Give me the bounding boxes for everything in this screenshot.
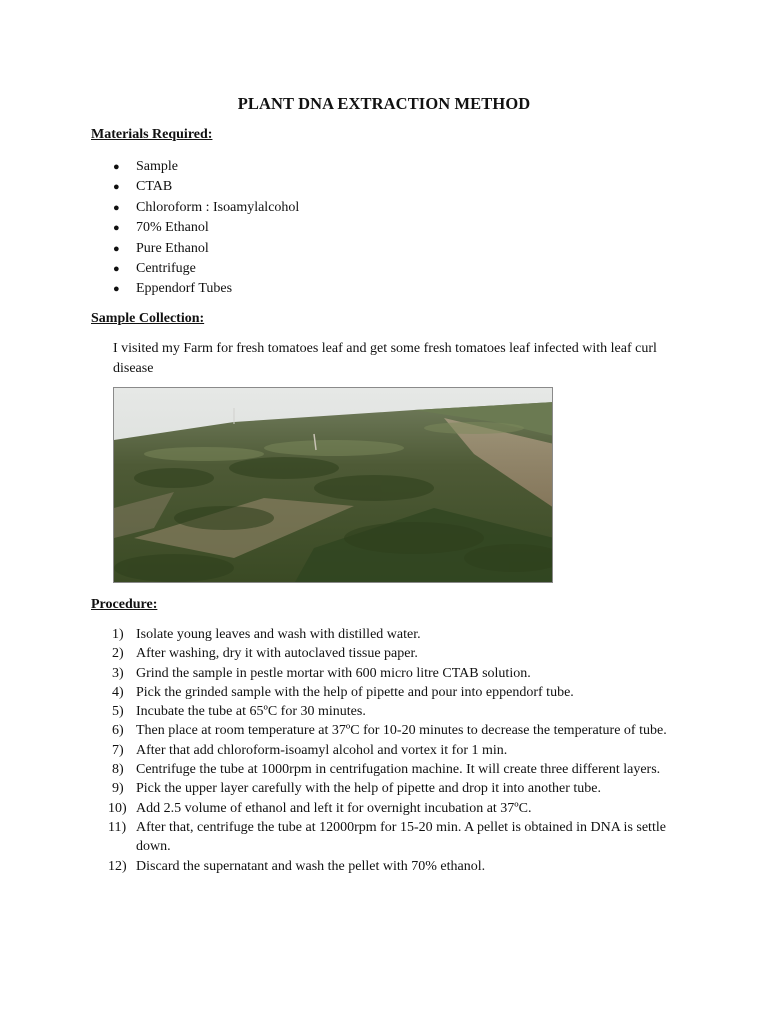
material-item: Eppendorf Tubes xyxy=(136,281,233,297)
step-text: Grind the sample in pestle mortar with 600 micro litre CTAB solution. xyxy=(136,665,531,681)
field-photo-image xyxy=(113,387,553,583)
step-text: Centrifuge the tube at 1000rpm in centrifugation machine. It will create three different layers. xyxy=(136,762,661,778)
step-text: Incubate the tube at 65ºC for 30 minutes. xyxy=(136,704,366,720)
list-item xyxy=(108,760,688,779)
step-number: 7) xyxy=(112,742,124,758)
list-item xyxy=(108,157,299,177)
bullet-icon: ● xyxy=(113,283,120,296)
step-number: 11) xyxy=(108,819,127,835)
step-number: 1) xyxy=(112,627,124,642)
step-number: 9) xyxy=(112,781,124,797)
material-item: CTAB xyxy=(136,179,173,195)
list-item xyxy=(108,702,688,721)
list-item xyxy=(108,198,299,218)
material-item: Pure Ethanol xyxy=(136,240,209,256)
step-text: Isolate young leaves and wash with distilled water. xyxy=(136,627,421,642)
material-item: Centrifuge xyxy=(136,260,196,276)
step-text: Discard the supernatant and wash the pellet with 70% ethanol. xyxy=(136,858,486,874)
step-number: 12) xyxy=(108,858,127,874)
step-text: After that, centrifuge the tube at 12000rpm for 15-20 min. A pellet is obtained in DNA is settle down. xyxy=(136,819,666,855)
list-item xyxy=(108,239,299,259)
page-title: PLANT DNA EXTRACTION METHOD xyxy=(237,94,531,113)
material-item: 70% Ethanol xyxy=(136,220,209,236)
step-text: Pick the grinded sample with the help of pipette and pour into eppendorf tube. xyxy=(136,684,574,700)
list-item xyxy=(108,279,299,299)
list-item xyxy=(108,683,688,702)
list-item xyxy=(108,857,688,876)
list-item xyxy=(108,218,299,238)
list-item xyxy=(108,779,688,798)
step-number: 4) xyxy=(112,684,124,700)
sample-collection-heading: Sample Collection: xyxy=(91,311,205,326)
list-item xyxy=(108,625,688,644)
materials-heading: Materials Required: xyxy=(91,127,213,142)
step-number: 6) xyxy=(112,723,124,739)
step-number: 10) xyxy=(108,800,127,816)
procedure-heading: Procedure: xyxy=(91,597,158,612)
sample-collection-text: I visited my Farm for fresh tomatoes leaf and get some fresh tomatoes leaf infected with leaf curl disease xyxy=(113,341,657,376)
list-item xyxy=(108,664,688,683)
list-item xyxy=(108,741,688,760)
list-item xyxy=(108,644,688,663)
list-item xyxy=(108,177,299,197)
procedure-list xyxy=(108,625,688,876)
materials-list xyxy=(108,157,299,300)
list-item xyxy=(108,799,688,818)
step-number: 8) xyxy=(112,762,124,778)
list-item xyxy=(108,259,299,279)
step-text: After washing, dry it with autoclaved tissue paper. xyxy=(136,646,418,662)
bullet-icon: ● xyxy=(113,201,120,214)
step-number: 5) xyxy=(112,704,124,720)
bullet-icon: ● xyxy=(113,181,120,194)
field-photo-graphic xyxy=(114,388,553,583)
step-text: Pick the upper layer carefully with the help of pipette and drop it into another tube. xyxy=(136,781,601,797)
step-text: Then place at room temperature at 37ºC for 10-20 minutes to decrease the temperature of tube. xyxy=(136,723,667,739)
list-item xyxy=(108,721,688,740)
bullet-icon: ● xyxy=(113,161,120,173)
bullet-icon: ● xyxy=(113,222,120,235)
list-item xyxy=(108,818,688,857)
step-text: Add 2.5 volume of ethanol and left it for overnight incubation at 37ºC. xyxy=(136,800,532,816)
material-item: Chloroform : Isoamylalcohol xyxy=(136,199,300,215)
bullet-icon: ● xyxy=(113,262,120,275)
material-item: Sample xyxy=(136,159,178,174)
step-number: 3) xyxy=(112,665,124,681)
step-number: 2) xyxy=(112,646,124,662)
bullet-icon: ● xyxy=(113,242,120,255)
step-text: After that add chloroform-isoamyl alcohol and vortex it for 1 min. xyxy=(136,742,508,758)
